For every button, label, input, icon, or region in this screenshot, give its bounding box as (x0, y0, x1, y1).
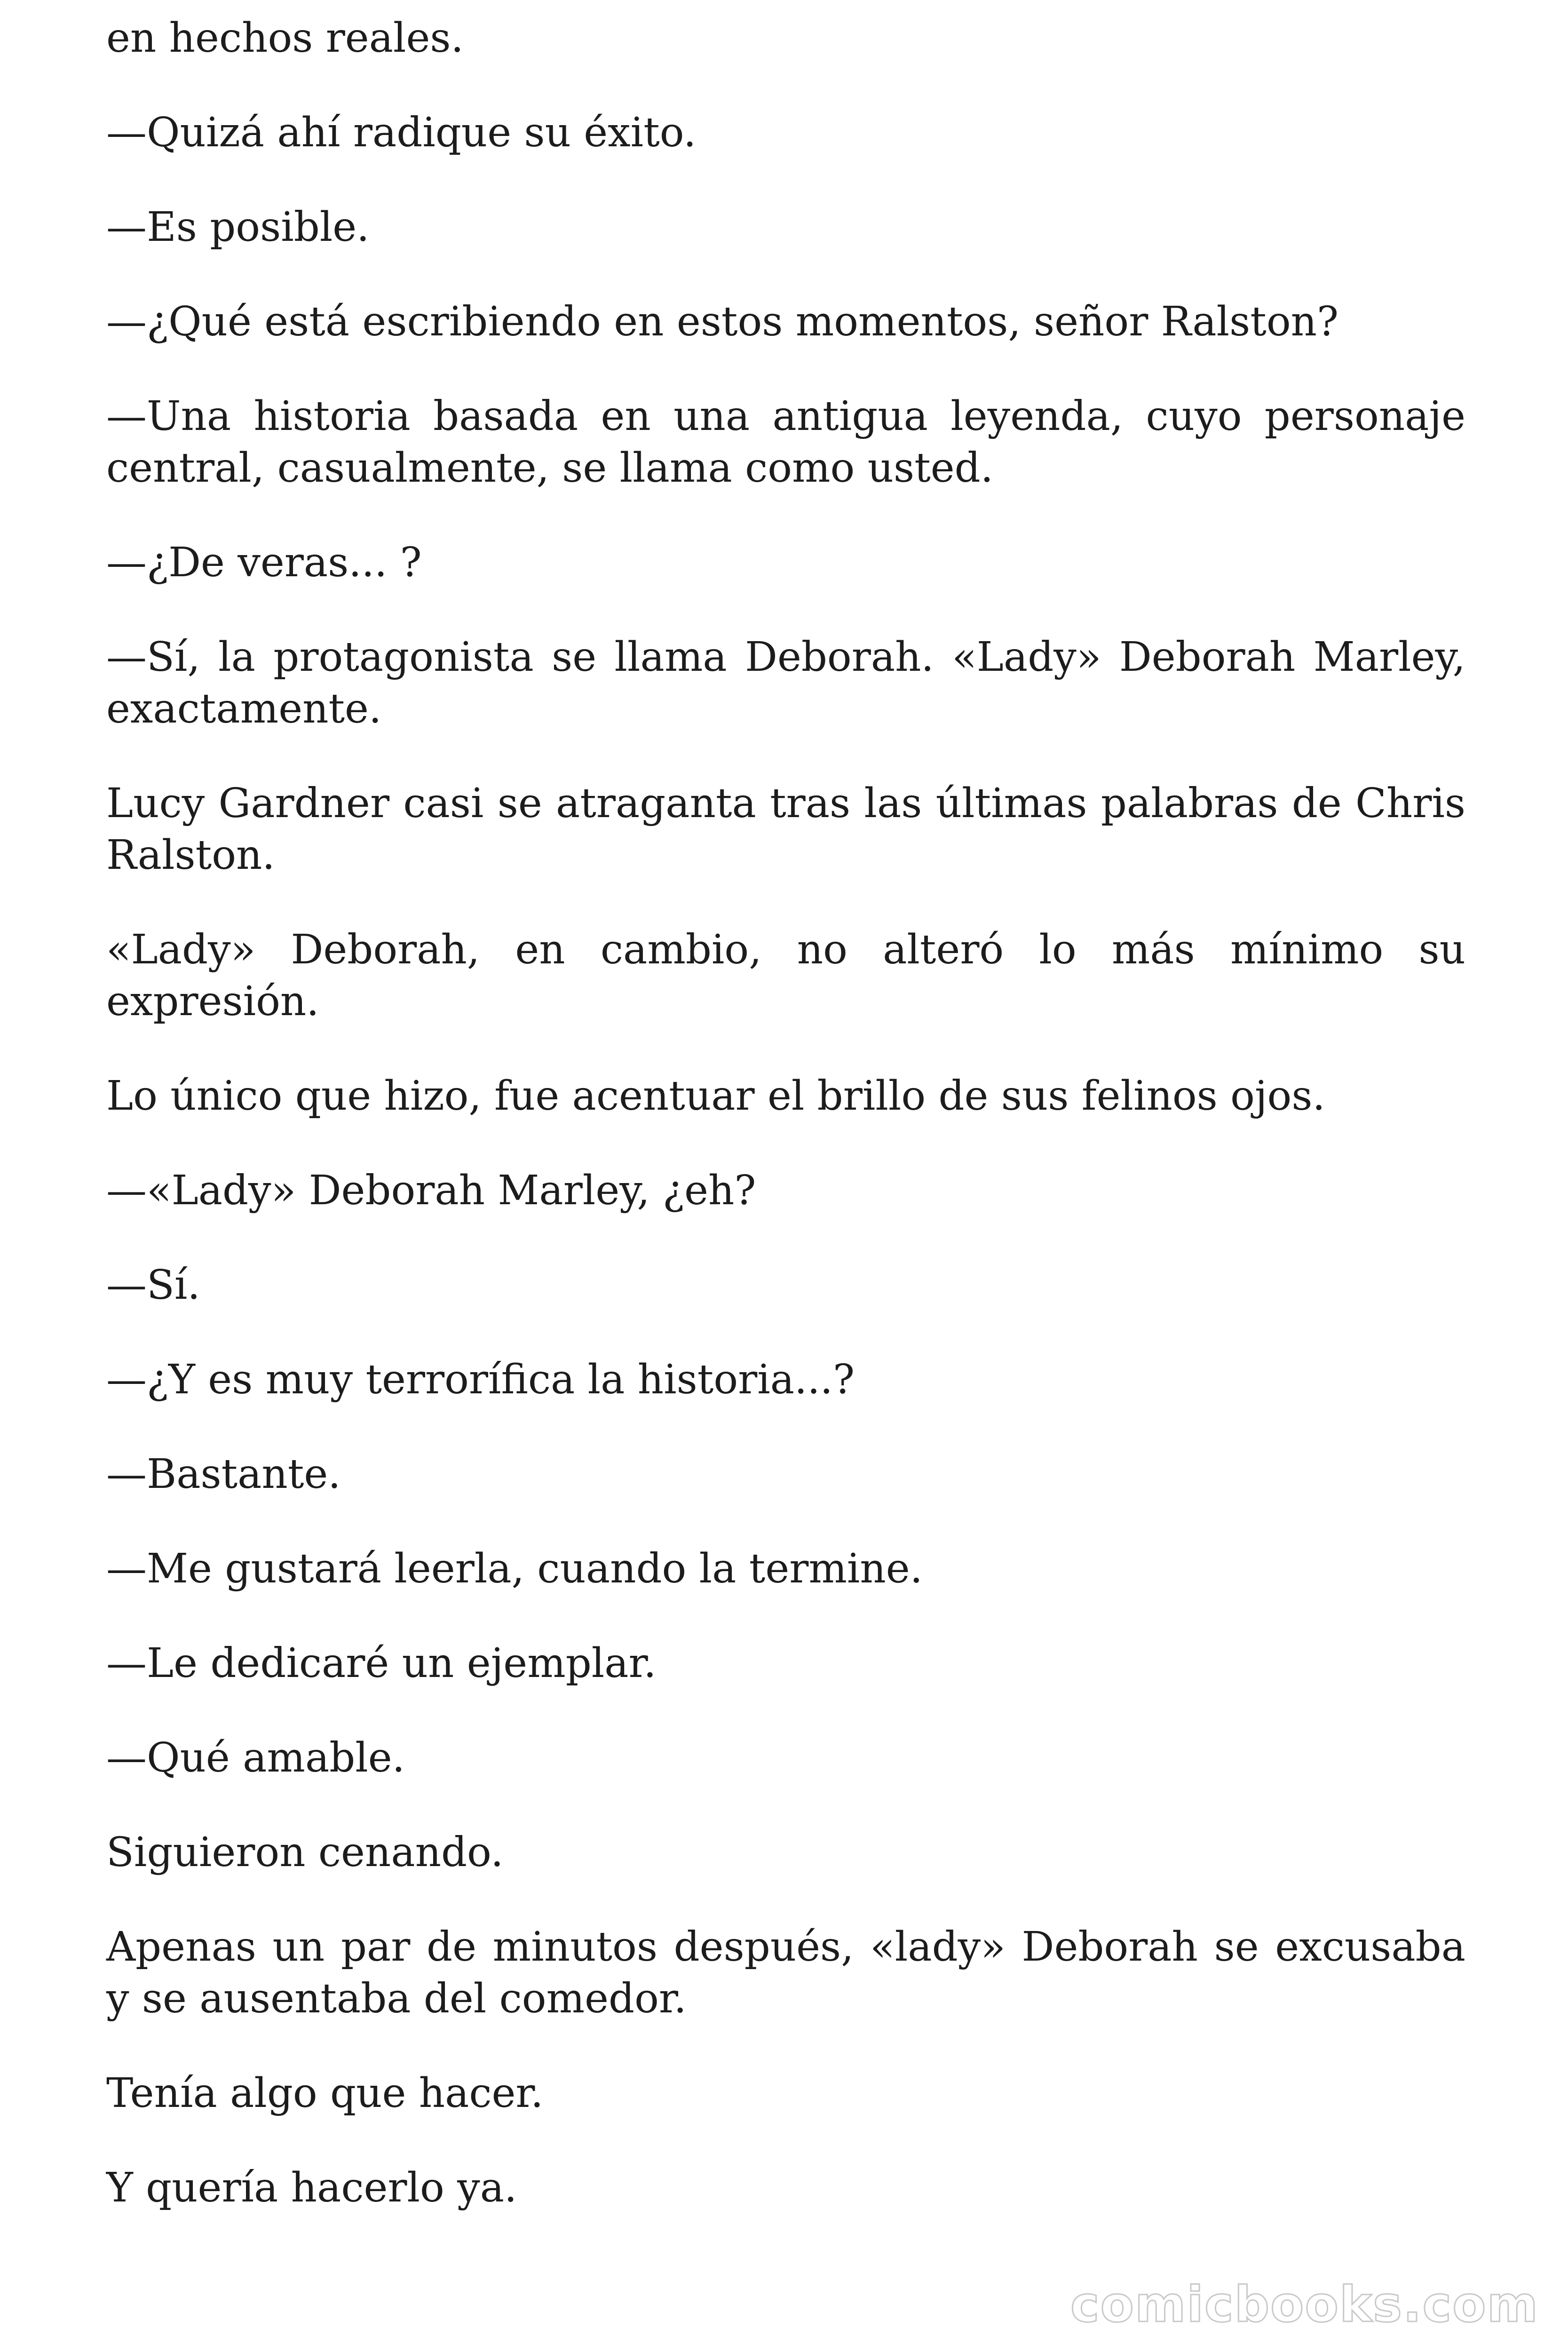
paragraph: —Bastante. (106, 1451, 341, 1498)
paragraph: —¿Qué está escribiendo en estos momentos, señor Ralston? (106, 298, 1339, 345)
paragraph: —Quizá ahí radique su éxito. (106, 109, 697, 156)
body-text (106, 12, 1465, 2257)
paragraph: —¿De veras... ? (106, 539, 422, 586)
paragraph: Tenía algo que hacer. (106, 2070, 544, 2117)
paragraph: «Lady» Deborah, en cambio, no alteró lo más mínimo su expresión. (106, 926, 1465, 1025)
watermark: comicbooks.com (1070, 2276, 1539, 2333)
paragraph: Y quería hacerlo ya. (106, 2164, 517, 2211)
paragraph: —«Lady» Deborah Marley, ¿eh? (106, 1167, 756, 1214)
paragraph: —Una historia basada en una antigua leyenda, cuyo personaje central, casualmente, se llama como usted. (106, 393, 1465, 492)
paragraph: —Qué amable. (106, 1734, 405, 1781)
paragraph: Apenas un par de minutos después, «lady» Deborah se excusaba y se ausentaba del comedor. (106, 1923, 1465, 2022)
paragraph: —Sí. (106, 1262, 200, 1309)
paragraph: —¿Y es muy terrorífica la historia...? (106, 1356, 855, 1403)
paragraph: en hechos reales. (106, 15, 464, 62)
paragraph: —Es posible. (106, 204, 370, 251)
paragraph: —Le dedicaré un ejemplar. (106, 1640, 657, 1687)
paragraph: Lo único que hizo, fue acentuar el brillo de sus felinos ojos. (106, 1073, 1325, 1120)
paragraph: Lucy Gardner casi se atraganta tras las últimas palabras de Chris Ralston. (106, 780, 1465, 879)
paragraph: —Sí, la protagonista se llama Deborah. «Lady» Deborah Marley, exactamente. (106, 634, 1465, 732)
paragraph: —Me gustará leerla, cuando la termine. (106, 1545, 923, 1592)
paragraph: Siguieron cenando. (106, 1829, 504, 1876)
